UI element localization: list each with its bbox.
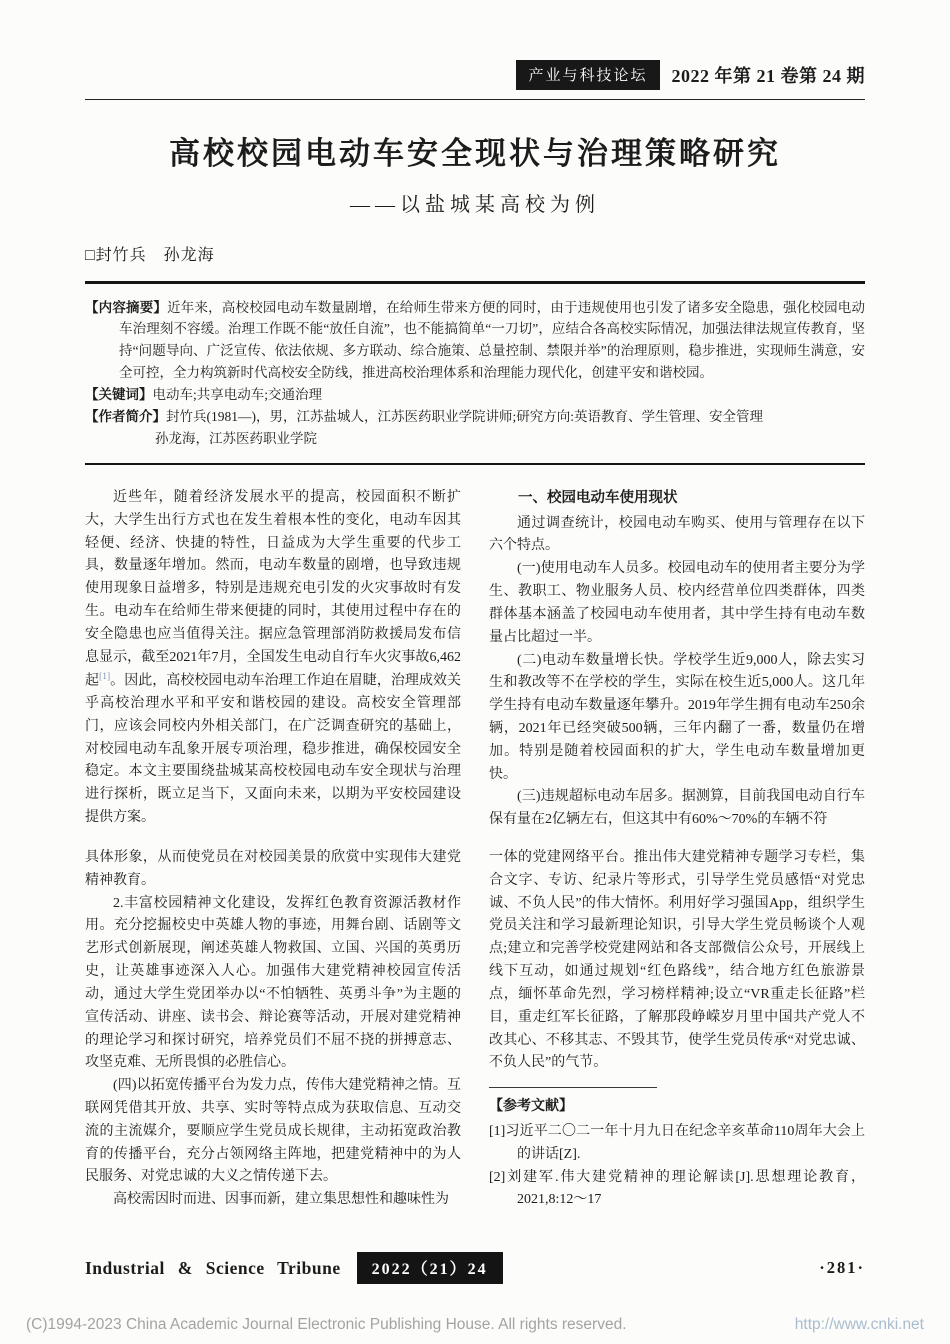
journal-name-english: Industrial & Science Tribune bbox=[85, 1257, 341, 1278]
journal-header bbox=[85, 60, 865, 90]
section-1-paragraph: (三)违规超标电动车居多。据测算，目前我国电动自行车保有量在2亿辆左右，但这其中有60%～70%的车辆不符 bbox=[489, 789, 865, 828]
copyright-text: (C)1994-2023 China Academic Journal Electronic Publishing House. All rights reserved. bbox=[26, 1316, 627, 1333]
article-title: 高校校园电动车安全现状与治理策略研究 bbox=[169, 136, 781, 171]
keywords-line bbox=[85, 384, 865, 406]
journal-issue: 2022 年第 21 卷第 24 期 bbox=[671, 66, 865, 86]
column-left-top bbox=[85, 487, 461, 832]
continuation-paragraph: 高校需因时而进、因事而新，建立集思想性和趣味性为 bbox=[113, 1192, 449, 1208]
header-divider bbox=[85, 99, 865, 100]
abstract-text: 近年来，高校校园电动车数量剧增，在给师生带来方便的同时，由于违规使用也引发了诸多安全隐患，强化校园电动车治理刻不容缓。治理工作既不能“放任自流”，也不能搞简单“一刀切”，应结合各高校实际情况，加强法律法规宣传教育，坚持“问题导向、广泛宣传、依法依规、多方联动、综合施策、总量控制、禁限并举”的治理原则，稳步推进，实现师生满意，安全可控，全力构筑新时代高校安全防线，推进高校治理体系和治理能力现代化，创建平安和谐校园。 bbox=[119, 299, 865, 381]
cnki-url-link[interactable]: http://www.cnki.net bbox=[794, 1316, 924, 1333]
article-subtitle: ——以盐城某高校为例 bbox=[350, 194, 600, 216]
keywords-label: 【关键词】 bbox=[85, 386, 153, 402]
bio-text-1: 封竹兵(1981—)，男，江苏盐城人，江苏医药职业学院讲师;研究方向:英语教育、学生管理、安全管理 bbox=[166, 408, 763, 424]
journal-name-badge: 产业与科技论坛 bbox=[516, 60, 659, 90]
intro-paragraph bbox=[85, 487, 461, 830]
body-columns-top bbox=[85, 487, 865, 832]
author-names: 封竹兵 孙龙海 bbox=[95, 247, 215, 264]
section-1-paragraph: 通过调查统计，校园电动车购买、使用与管理存在以下六个特点。 bbox=[489, 515, 865, 554]
reference-item: [1]习近平二〇二一年十月九日在纪念辛亥革命110周年大会上的讲话[Z]. bbox=[489, 1123, 865, 1162]
continuation-paragraph: 具体形象，从而使党员在对校园美景的欣赏中实现伟大建党精神教育。 bbox=[85, 850, 461, 888]
meta-block bbox=[85, 297, 865, 450]
footer-issue-badge: 2022（21）24 bbox=[357, 1252, 503, 1284]
page-number: ·281· bbox=[819, 1258, 865, 1277]
reference-item: [2]刘建军.伟大建党精神的理论解读[J].思想理论教育，2021,8:12～17 bbox=[489, 1169, 865, 1208]
divider-abstract-top bbox=[85, 281, 865, 284]
column-right-bottom bbox=[489, 847, 865, 1212]
section-1-paragraph: (二)电动车数量增长快。学校学生近9,000人，除去实习生和教改等不在学校的学生，实际在校生近5,000人。这几年学生持有电动车数量逐年攀升。2019年学生拥有电动车250余辆，2021年已经突破500辆，三年内翻了一番，数量仍在增加。特别是随着校园面积的扩大，学生电动车数量增加更快。 bbox=[489, 652, 865, 782]
section-1-paragraph: (一)使用电动车人员多。校园电动车的使用者主要分为学生、教职工、物业服务人员、校内经营单位四类群体，四类群体基本涵盖了校园电动车使用者，其中学生持有电动车数量占比超过一半。 bbox=[489, 561, 865, 645]
bio-label: 【作者简介】 bbox=[85, 408, 166, 424]
author-line bbox=[85, 242, 865, 265]
abstract-paragraph bbox=[85, 297, 865, 384]
citation-superscript-1: [1] bbox=[99, 671, 111, 682]
intro-text-before-citation: 近些年，随着经济发展水平的提高，校园面积不断扩大，大学生出行方式也在发生着根本性的变化，电动车因其轻便、经济、快捷的特性，日益成为大学生重要的代步工具，数量逐年增加。然而，电动车数量的剧增，也导致违规使用现象日益增多，特别是违规充电引发的火灾事故时有发生。电动车在给师生带来便捷的同时，其使用过程中存在的安全隐患也应当值得关注。据应急管理部消防救援局发布信息显示，截至2021年7月，全国发生电动自行车火灾事故6,462起 bbox=[85, 490, 461, 689]
divider-abstract-bottom bbox=[85, 463, 865, 466]
continuation-paragraph: 一体的党建网络平台。推出伟大建党精神专题学习专栏，集合文字、专访、纪录片等形式，引导学生党员感悟“对党忠诚、不负人民”的伟大情怀。利用好学习强国App，组织学生党员关注和学习最新理论知识，引导大学生党员畅谈个人观点;建立和完善学校党建网站和各支部微信公众号，开展线上线下互动，如通过规划“红色路线”，结合地方红色旅游景点，缅怀革命先烈，学习榜样精神;设立“VR重走长征路”栏目，重走红军长征路，了解那段峥嵘岁月里中国共产党人不改其心、不移其志、不毁其节，使学生党员传承“对党忠诚、不负人民”的气节。 bbox=[489, 850, 865, 1071]
section-1-heading: 一、校园电动车使用现状 bbox=[518, 490, 678, 507]
continuation-paragraph: (四)以拓宽传播平台为发力点，传伟大建党精神之情。互联网凭借其开放、共享、实时等特点成为获取信息、互动交流的主流媒介，要顺应学生党员成长规律，主动拓宽政治教育的传播平台，充分占领网络主阵地，把建党精神中的为人民服务、对党忠诚的大义之情传递下去。 bbox=[85, 1078, 461, 1185]
references-label: 【参考文献】 bbox=[489, 1099, 573, 1115]
author-bio-line-2: 孙龙海，江苏医药职业学院 bbox=[155, 430, 317, 446]
column-left-bottom bbox=[85, 847, 461, 1212]
copyright-bar bbox=[26, 1316, 924, 1334]
continuation-paragraph: 2.丰富校园精神文化建设，发挥红色教育资源活教材作用。充分挖掘校史中英雄人物的事迹，用舞台剧、话剧等文艺形式创新展现，阐述英雄人物救国、立国、兴国的英勇历史，让英雄事迹深入人心。加强伟大建党精神校园宣传活动，通过大学生党团举办以“不怕牺牲、英勇斗争”为主题的宣传活动、讲座、读书会、辩论赛等活动，开展对建党精神的理论学习和探讨研究，培养党员们不屈不挠的拼搏意志、攻坚克难、无所畏惧的必胜信心。 bbox=[85, 895, 461, 1071]
author-marker: □ bbox=[85, 247, 96, 264]
references-divider bbox=[489, 1087, 657, 1088]
keywords-text: 电动车;共享电动车;交通治理 bbox=[152, 386, 323, 402]
abstract-label: 【内容摘要】 bbox=[85, 299, 168, 315]
page-footer bbox=[85, 1252, 865, 1284]
intro-text-after-citation: 。因此，高校校园电动车治理工作迫在眉睫，治理成效关乎高校治理水平和平安和谐校园的建设。高校安全管理部门，应该会同校内外相关部门，在广泛调查研究的基础上，对校园电动车乱象开展专项治理，稳步推进，确保校园安全稳定。本文主要围绕盐城某高校校园电动车安全现状与治理进行探析，既立足当下，又面向未来，以期为平安校园建设提供方案。 bbox=[85, 673, 462, 826]
column-right-top bbox=[489, 487, 865, 832]
author-bio-line-1 bbox=[85, 406, 865, 428]
body-columns-bottom bbox=[85, 847, 865, 1212]
